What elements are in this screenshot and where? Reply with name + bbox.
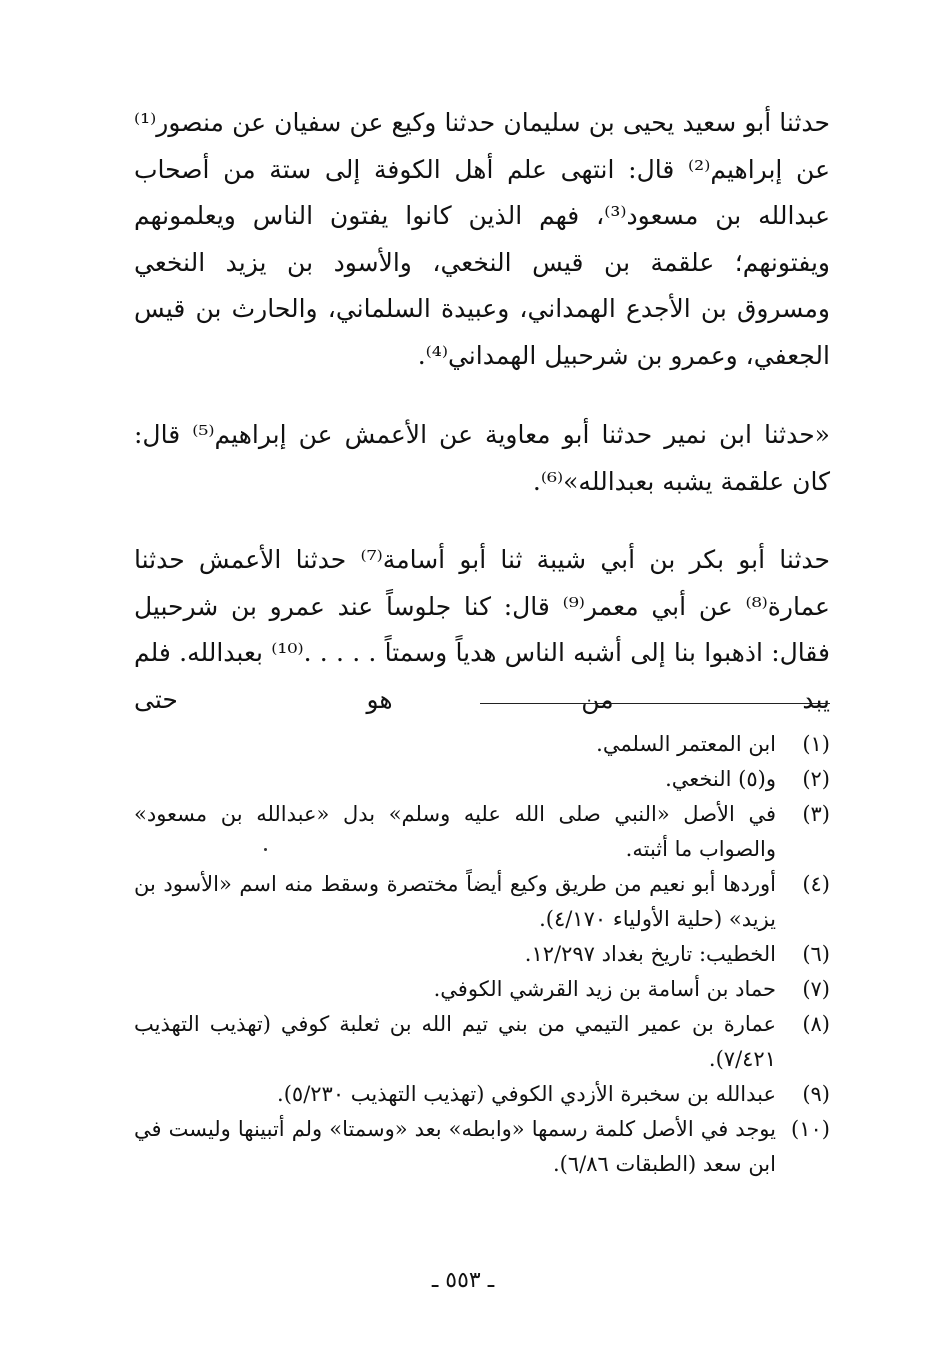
footnote-text: يوجد في الأصل كلمة رسمها «وابطه» بعد «وسمتا» ولم أتبينها وليست في ابن سعد (الطبقات ٦/٨٦).: [134, 1117, 776, 1176]
footnote-number: (٣): [802, 802, 830, 826]
footnote-number: (٩): [802, 1082, 830, 1106]
footnote-text: أوردها أبو نعيم من طريق وكيع أيضاً مختصرة وسقط منه اسم «الأسود بن يزيد» (حلية الأولياء ٤/١٧٠).: [134, 872, 776, 931]
footnote-text: الخطيب: تاريخ بغداد ١٢/٢٩٧.: [524, 942, 776, 966]
scan-speck: [264, 848, 267, 851]
footnote-text: عمارة بن عمير التيمي من بني تيم الله بن ثعلبة كوفي (تهذيب التهذيب ٧/٤٢١).: [134, 1012, 776, 1071]
footnote-text: و(٥) النخعي.: [665, 767, 776, 791]
footnote-number: (١): [802, 732, 830, 756]
footnote-text: ابن المعتمر السلمي.: [596, 732, 776, 756]
footnote-text: في الأصل «النبي صلى الله عليه وسلم» بدل «عبدالله بن مسعود» والصواب ما أثبته.: [134, 802, 776, 861]
footnotes-section: [134, 727, 830, 1182]
main-text-block-3: [134, 537, 830, 723]
footnote-6: [134, 937, 830, 972]
footnote-10: [134, 1112, 830, 1182]
footnote-8: [134, 1007, 830, 1077]
footnote-number: (٧): [802, 977, 830, 1001]
footnote-number: (٢): [802, 767, 830, 791]
footnote-number: (٨): [802, 1012, 830, 1036]
paragraph-3: حدثنا أبو بكر بن أبي شيبة ثنا أبو أسامة⁽⁷⁾ حدثنا الأعمش حدثنا عمارة⁽⁸⁾ عن أبي معمر⁽⁹⁾ قال: كنا جلوساً عند عمرو بن شرحبيل فقال: اذهبوا بنا إلى أشبه الناس هدياً وسمتاً . . . . .⁽¹⁰⁾ بعبدالله. فلم يبد من هو حتى: [134, 545, 830, 714]
paragraph-2: «حدثنا ابن نمير حدثنا أبو معاوية عن الأعمش عن إبراهيم⁽⁵⁾ قال: كان علقمة يشبه بعبدالله»⁽⁶⁾.: [134, 420, 830, 496]
footnote-7: [134, 972, 830, 1007]
footnote-2: [134, 762, 830, 797]
footnote-separator: [480, 703, 830, 704]
footnote-number: (٦): [802, 942, 830, 966]
footnote-4: [134, 867, 830, 937]
page-number: ـ ٥٥٣ ـ: [431, 1268, 495, 1293]
footnote-number: (١٠): [791, 1117, 830, 1141]
main-text-block-1: [134, 100, 830, 379]
footnote-number: (٤): [802, 872, 830, 896]
paragraph-1: حدثنا أبو سعيد يحيى بن سليمان حدثنا وكيع عن سفيان عن منصور⁽¹⁾ عن إبراهيم⁽²⁾ قال: انتهى علم أهل الكوفة إلى ستة من أصحاب عبدالله بن مسعود⁽³⁾، فهم الذين كانوا يفتون الناس ويعلمونهم ويفتونهم؛ علقمة بن قيس النخعي، والأسود بن يزيد النخعي ومسروق بن الأجدع الهمداني، وعبيدة السلماني، والحارث بن قيس الجعفي، وعمرو بن شرحبيل الهمداني⁽⁴⁾.: [134, 108, 831, 370]
main-text-block-2: [134, 412, 830, 505]
footnote-text: حماد بن أسامة بن زيد القرشي الكوفي.: [433, 977, 776, 1001]
footnote-1: [134, 727, 830, 762]
footnote-9: [134, 1077, 830, 1112]
footnote-text: عبدالله بن سخبرة الأزدي الكوفي (تهذيب التهذيب ٥/٢٣٠).: [277, 1082, 776, 1106]
footnote-3: [134, 797, 830, 867]
